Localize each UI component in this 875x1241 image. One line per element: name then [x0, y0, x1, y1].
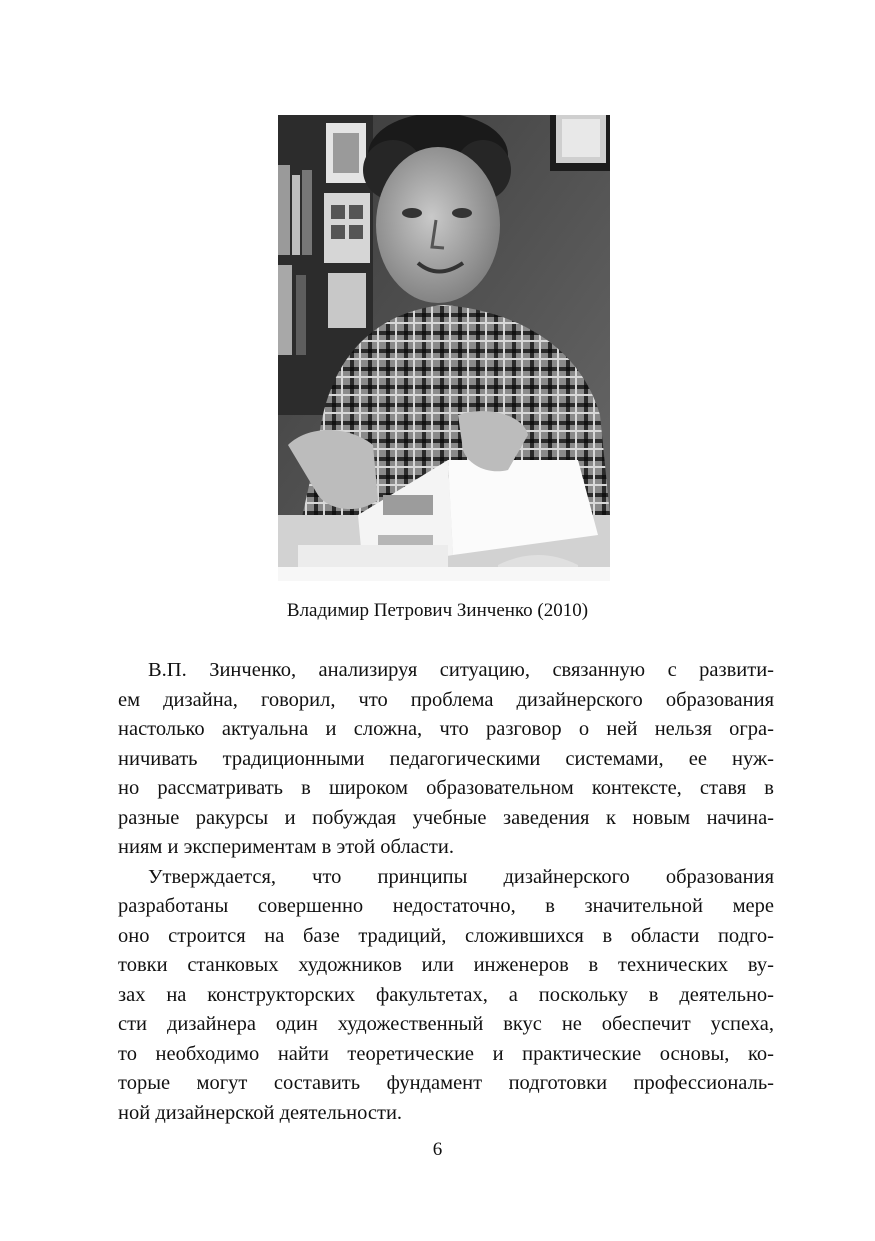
- text-line: торые могут составить фундамент подготовки профессиональ-: [118, 1072, 774, 1094]
- text-line: оно строится на базе традиций, сложившихся в области подго-: [118, 924, 774, 947]
- text-line: но рассматривать в широком образовательном контексте, ставя в: [118, 777, 774, 799]
- text-line: Утверждается, что принципы дизайнерского образования: [148, 865, 774, 888]
- text-line: разработаны совершенно недостаточно, в значительной мере: [118, 895, 774, 917]
- photo-caption: Владимир Петрович Зинченко (2010): [286, 600, 589, 621]
- text-line: ниям и экспериментам в этой области.: [118, 836, 454, 858]
- text-line: сти дизайнера один художественный вкус не обеспечит успеха,: [118, 1013, 774, 1035]
- text-line: настолько актуальна и сложна, что разговор о ней нельзя огра-: [118, 718, 774, 740]
- text-line: ничивать традиционными педагогическими системами, ее нуж-: [118, 747, 774, 770]
- text-line: товки станковых художников или инженеров в технических ву-: [118, 954, 774, 976]
- text-line: В.П. Зинченко, анализируя ситуацию, связанную с развити-: [148, 659, 774, 681]
- page-number: 6: [432, 1139, 443, 1160]
- text-line: разные ракурсы и побуждая учебные заведения к новым начина-: [118, 806, 774, 829]
- portrait-photo: [278, 115, 610, 581]
- portrait-photo-graphic: [278, 115, 610, 581]
- paragraph-2: [118, 863, 774, 1129]
- text-line: то необходимо найти теоретические и практические основы, ко-: [118, 1042, 774, 1065]
- paragraph-1: [118, 656, 774, 863]
- text-line: зах на конструкторских факультетах, а поскольку в деятельно-: [118, 983, 774, 1006]
- text-line: ем дизайна, говорил, что проблема дизайнерского образования: [118, 688, 774, 711]
- body-text: [118, 656, 774, 1128]
- text-line: ной дизайнерской деятельности.: [118, 1101, 403, 1124]
